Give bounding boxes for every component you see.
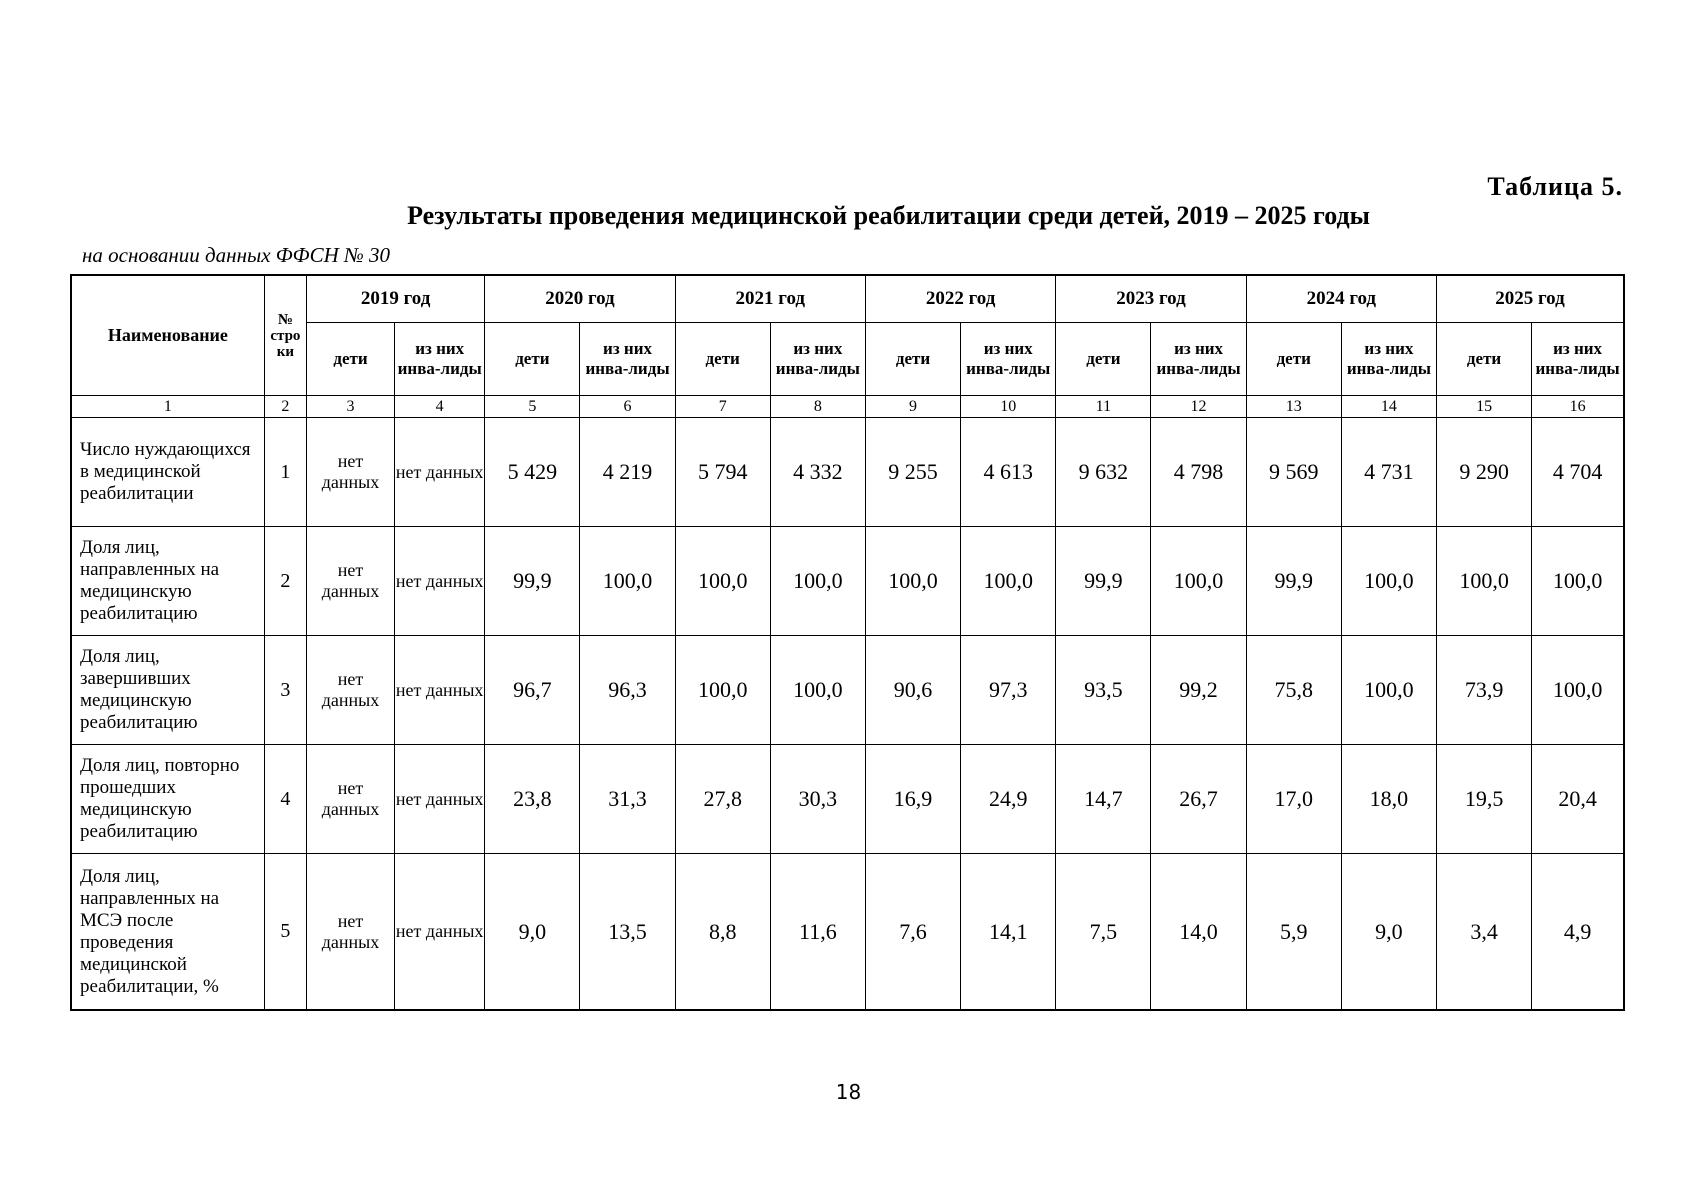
column-index: 15 xyxy=(1436,396,1531,418)
column-index: 13 xyxy=(1246,396,1341,418)
document-title: Результаты проведения медицинской реабилитации среди детей, 2019 – 2025 годы xyxy=(407,201,1370,230)
subheader-children: дети xyxy=(485,323,580,396)
value-cell-disabled: 11,6 xyxy=(770,854,865,1011)
value-cell-disabled: 4 613 xyxy=(961,418,1056,527)
value-cell-disabled: 100,0 xyxy=(1341,636,1436,745)
value-cell-children: нет данных xyxy=(306,418,394,527)
value-cell-disabled: 31,3 xyxy=(580,745,675,854)
value-cell-disabled: 13,5 xyxy=(580,854,675,1011)
value-cell-children: 9,0 xyxy=(485,854,580,1011)
column-index: 9 xyxy=(865,396,960,418)
column-index: 16 xyxy=(1532,396,1624,418)
value-cell-children: 9 255 xyxy=(865,418,960,527)
value-cell-disabled: 4 798 xyxy=(1151,418,1246,527)
subheader-children: дети xyxy=(675,323,770,396)
row-number-cell: 1 xyxy=(264,418,306,527)
value-cell-children: 7,5 xyxy=(1056,854,1151,1011)
value-cell-children: нет данных xyxy=(306,636,394,745)
column-index: 11 xyxy=(1056,396,1151,418)
subheader-disabled: из них инва-лиды xyxy=(1151,323,1246,396)
value-cell-disabled: 18,0 xyxy=(1341,745,1436,854)
value-cell-disabled: 20,4 xyxy=(1532,745,1624,854)
value-cell-disabled: 4 219 xyxy=(580,418,675,527)
value-cell-disabled: 30,3 xyxy=(770,745,865,854)
column-index: 12 xyxy=(1151,396,1246,418)
value-cell-disabled: 96,3 xyxy=(580,636,675,745)
value-cell-children: 3,4 xyxy=(1436,854,1531,1011)
value-cell-children: нет данных xyxy=(306,854,394,1011)
value-cell-disabled: 100,0 xyxy=(1341,527,1436,636)
row-number-cell: 2 xyxy=(264,527,306,636)
column-index: 10 xyxy=(961,396,1056,418)
value-cell-disabled: 4 332 xyxy=(770,418,865,527)
value-cell-disabled: 100,0 xyxy=(961,527,1056,636)
column-index: 14 xyxy=(1341,396,1436,418)
value-cell-disabled: 100,0 xyxy=(770,527,865,636)
subheader-disabled: из них инва-лиды xyxy=(1532,323,1624,396)
year-header-2022: 2022 год xyxy=(865,275,1055,323)
column-index: 4 xyxy=(395,396,485,418)
value-cell-disabled: 100,0 xyxy=(580,527,675,636)
value-cell-children: 100,0 xyxy=(865,527,960,636)
value-cell-disabled: 14,1 xyxy=(961,854,1056,1011)
row-number-header: № стро ки xyxy=(264,275,306,396)
year-header-2024: 2024 год xyxy=(1246,275,1436,323)
year-header-2020: 2020 год xyxy=(485,275,675,323)
subheader-disabled: из них инва-лиды xyxy=(580,323,675,396)
value-cell-disabled: нет данных xyxy=(395,418,485,527)
subheader-children: дети xyxy=(306,323,394,396)
row-name-cell: Доля лиц, завершивших медицинскую реабилитацию xyxy=(71,636,264,745)
year-header-2025: 2025 год xyxy=(1436,275,1624,323)
value-cell-children: 99,9 xyxy=(485,527,580,636)
subheader-children: дети xyxy=(1436,323,1531,396)
subheader-disabled: из них инва-лиды xyxy=(1341,323,1436,396)
value-cell-children: 14,7 xyxy=(1056,745,1151,854)
row-name-cell: Доля лиц, направленных на медицинскую реабилитацию xyxy=(71,527,264,636)
column-index: 7 xyxy=(675,396,770,418)
rehabilitation-table xyxy=(70,274,1625,1011)
column-index: 5 xyxy=(485,396,580,418)
year-header-row xyxy=(71,275,1624,323)
value-cell-children: 99,9 xyxy=(1246,527,1341,636)
subheader-disabled: из них инва-лиды xyxy=(770,323,865,396)
column-index: 2 xyxy=(264,396,306,418)
value-cell-disabled: 4 704 xyxy=(1532,418,1624,527)
table-row xyxy=(71,854,1624,1011)
value-cell-children: нет данных xyxy=(306,527,394,636)
value-cell-children: 96,7 xyxy=(485,636,580,745)
value-cell-disabled: 24,9 xyxy=(961,745,1056,854)
row-number-cell: 5 xyxy=(264,854,306,1011)
year-header-2021: 2021 год xyxy=(675,275,865,323)
table-body xyxy=(71,418,1624,1011)
value-cell-disabled: 4,9 xyxy=(1532,854,1624,1011)
table-row xyxy=(71,745,1624,854)
year-header-2023: 2023 год xyxy=(1056,275,1246,323)
value-cell-children: 100,0 xyxy=(675,636,770,745)
value-cell-disabled: нет данных xyxy=(395,745,485,854)
row-number-cell: 4 xyxy=(264,745,306,854)
table-label: Таблица 5. xyxy=(1487,172,1623,201)
value-cell-children: 27,8 xyxy=(675,745,770,854)
value-cell-disabled: 100,0 xyxy=(1532,527,1624,636)
row-name-cell: Число нуждающихся в медицинской реабилитации xyxy=(71,418,264,527)
value-cell-disabled: нет данных xyxy=(395,527,485,636)
column-index: 3 xyxy=(306,396,394,418)
column-index-row xyxy=(71,396,1624,418)
value-cell-children: 9 569 xyxy=(1246,418,1341,527)
row-number-cell: 3 xyxy=(264,636,306,745)
value-cell-children: 100,0 xyxy=(675,527,770,636)
value-cell-children: 17,0 xyxy=(1246,745,1341,854)
value-cell-disabled: 99,2 xyxy=(1151,636,1246,745)
value-cell-children: 5 429 xyxy=(485,418,580,527)
column-index: 1 xyxy=(71,396,264,418)
year-header-2019: 2019 год xyxy=(306,275,484,323)
column-index: 8 xyxy=(770,396,865,418)
value-cell-children: 90,6 xyxy=(865,636,960,745)
value-cell-disabled: 97,3 xyxy=(961,636,1056,745)
source-note: на основании данных ФФСН № 30 xyxy=(82,243,391,267)
value-cell-children: 93,5 xyxy=(1056,636,1151,745)
value-cell-children: 100,0 xyxy=(1436,527,1531,636)
value-cell-children: 75,8 xyxy=(1246,636,1341,745)
row-name-cell: Доля лиц, повторно прошедших медицинскую реабилитацию xyxy=(71,745,264,854)
table-row xyxy=(71,527,1624,636)
value-cell-disabled: 100,0 xyxy=(1532,636,1624,745)
value-cell-children: 7,6 xyxy=(865,854,960,1011)
row-name-cell: Доля лиц, направленных на МСЭ после проведения медицинской реабилитации, % xyxy=(71,854,264,1011)
value-cell-disabled: 4 731 xyxy=(1341,418,1436,527)
value-cell-children: 99,9 xyxy=(1056,527,1151,636)
subheader-children: дети xyxy=(865,323,960,396)
value-cell-disabled: нет данных xyxy=(395,854,485,1011)
value-cell-disabled: 14,0 xyxy=(1151,854,1246,1011)
value-cell-children: нет данных xyxy=(306,745,394,854)
table-row xyxy=(71,636,1624,745)
value-cell-children: 9 632 xyxy=(1056,418,1151,527)
name-header: Наименование xyxy=(71,275,264,396)
table-row xyxy=(71,418,1624,527)
value-cell-disabled: 26,7 xyxy=(1151,745,1246,854)
value-cell-children: 16,9 xyxy=(865,745,960,854)
column-index: 6 xyxy=(580,396,675,418)
subheader-children: дети xyxy=(1056,323,1151,396)
value-cell-children: 5 794 xyxy=(675,418,770,527)
value-cell-children: 23,8 xyxy=(485,745,580,854)
value-cell-disabled: нет данных xyxy=(395,636,485,745)
value-cell-children: 5,9 xyxy=(1246,854,1341,1011)
value-cell-children: 19,5 xyxy=(1436,745,1531,854)
page-number: 18 xyxy=(835,1080,862,1104)
value-cell-disabled: 9,0 xyxy=(1341,854,1436,1011)
subheader-disabled: из них инва-лиды xyxy=(961,323,1056,396)
subheader-children: дети xyxy=(1246,323,1341,396)
value-cell-disabled: 100,0 xyxy=(1151,527,1246,636)
value-cell-disabled: 100,0 xyxy=(770,636,865,745)
value-cell-children: 9 290 xyxy=(1436,418,1531,527)
subheader-disabled: из них инва-лиды xyxy=(395,323,485,396)
value-cell-children: 73,9 xyxy=(1436,636,1531,745)
value-cell-children: 8,8 xyxy=(675,854,770,1011)
